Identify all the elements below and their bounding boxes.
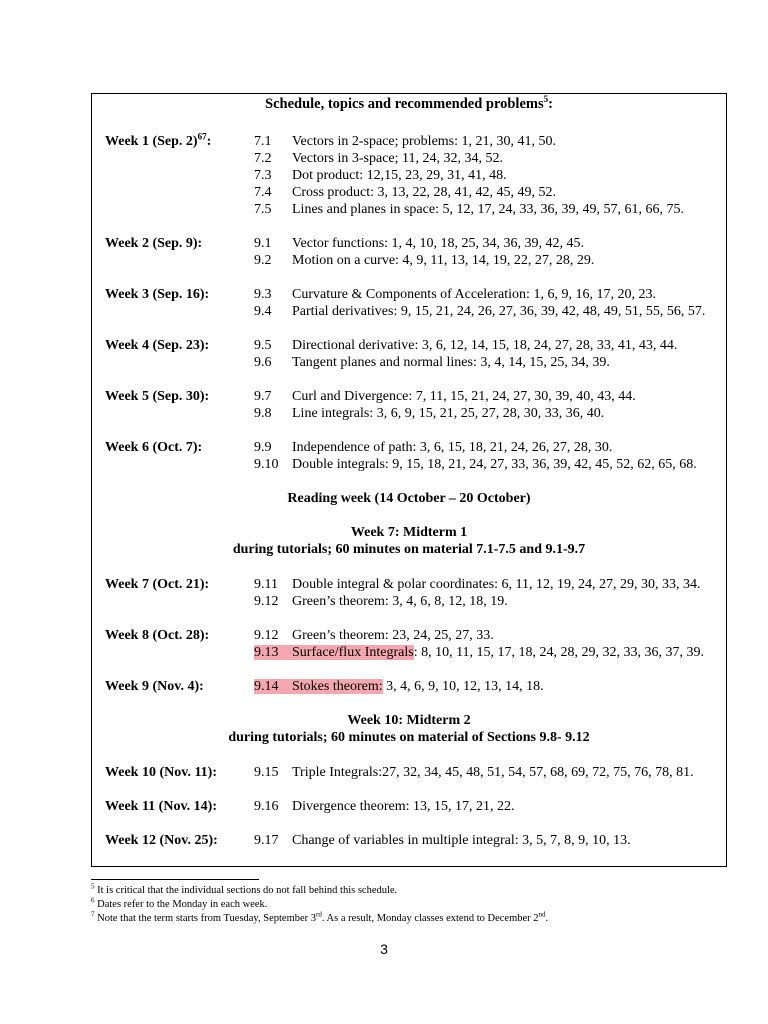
week-label: Week 11 (Nov. 14): — [105, 799, 217, 814]
week-label: Week 1 (Sep. 2)$^{67}$: — [105, 131, 212, 149]
topic-row: 9.3 Curvature & Components of Acceleration: 1, 6, 9, 16, 17, 20, 23. — [254, 287, 656, 302]
footnote-7: $^7$ Note that the term starts from Tuesday, September 3rd. As a result, Monday classes extend to December 2nd. — [91, 910, 549, 924]
week-label: Week 10 (Nov. 11): — [105, 765, 217, 780]
week-label: Week 2 (Sep. 9): — [105, 236, 203, 251]
midterm1-details: during tutorials; 60 minutes on material 7.1-7.5 and 9.1-9.7 — [232, 542, 586, 557]
topic-row: 9.10 Double integrals: 9, 15, 18, 21, 24, 27, 33, 36, 39, 42, 45, 52, 62, 65, 68. — [254, 457, 697, 472]
topic-row: 9.6 Tangent planes and normal lines: 3, 4, 14, 15, 25, 34, 39. — [254, 355, 610, 370]
week-label: Week 5 (Sep. 30): — [105, 389, 210, 404]
schedule-box — [91, 93, 727, 867]
footnote-5: $^5$ It is critical that the individual sections do not fall behind this schedule. — [91, 882, 398, 896]
schedule-title: Schedule, topics and recommended problems$^5$: — [265, 94, 553, 112]
midterm2-title: Week 10: Midterm 2 — [347, 713, 471, 728]
topic-row: 9.7 Curl and Divergence: 7, 11, 15, 21, 24, 27, 30, 39, 40, 43, 44. — [254, 389, 636, 404]
topic-row: 7.2 Vectors in 3-space; 11, 24, 32, 34, 52. — [254, 151, 503, 166]
topic-row: 7.1 Vectors in 2-space; problems: 1, 21, 30, 41, 50. — [254, 134, 557, 149]
footnote-divider — [91, 879, 259, 880]
midterm1-title: Week 7: Midterm 1 — [350, 525, 468, 540]
topic-row: 9.5 Directional derivative: 3, 6, 12, 14, 15, 18, 24, 27, 28, 33, 41, 43, 44. — [254, 338, 678, 353]
week-label: Week 7 (Oct. 21): — [105, 577, 210, 592]
topic-row-highlighted: 9.14 Stokes theorem: 3, 4, 6, 9, 10, 12, 13, 14, 18. — [254, 679, 544, 694]
midterm2-details: during tutorials; 60 minutes on material of Sections 9.8- 9.12 — [228, 730, 590, 745]
topic-row: 9.9 Independence of path: 3, 6, 15, 18, 21, 24, 26, 27, 28, 30. — [254, 440, 613, 455]
topic-row: 9.8 Line integrals: 3, 6, 9, 15, 21, 25, 27, 28, 30, 33, 36, 40. — [254, 406, 605, 421]
topic-row-highlighted: 9.13 Surface/flux Integrals: 8, 10, 11, 15, 17, 18, 24, 28, 29, 32, 33, 36, 37, 39. — [254, 645, 705, 660]
topic-row: 9.12 Green’s theorem: 3, 4, 6, 8, 12, 18, 19. — [254, 594, 508, 609]
footnote-6: $^6$ Dates refer to the Monday in each week. — [91, 896, 268, 910]
topic-row: 7.3 Dot product: 12,15, 23, 29, 31, 41, 48. — [254, 168, 507, 183]
topic-row: 9.1 Vector functions: 1, 4, 10, 18, 25, 34, 36, 39, 42, 45. — [254, 236, 585, 251]
week-label: Week 3 (Sep. 16): — [105, 287, 210, 302]
week-label: Week 12 (Nov. 25): — [105, 833, 218, 848]
topic-row: 9.4 Partial derivatives: 9, 15, 21, 24, 26, 27, 36, 39, 42, 48, 49, 51, 55, 56, 57. — [254, 304, 706, 319]
topic-row: 9.17 Change of variables in multiple integral: 3, 5, 7, 8, 9, 10, 13. — [254, 833, 631, 848]
topic-row: 7.5 Lines and planes in space: 5, 12, 17, 24, 33, 36, 39, 49, 57, 61, 66, 75. — [254, 202, 684, 217]
topic-row: 9.15 Triple Integrals:27, 32, 34, 45, 48, 51, 54, 57, 68, 69, 72, 75, 76, 78, 81. — [254, 765, 694, 780]
week-label: Week 6 (Oct. 7): — [105, 440, 203, 455]
topic-row: 9.16 Divergence theorem: 13, 15, 17, 21, 22. — [254, 799, 515, 814]
page-number: 3 — [380, 941, 388, 957]
topic-row: 9.11 Double integral & polar coordinates: 6, 11, 12, 19, 24, 27, 29, 30, 33, 34. — [254, 577, 701, 592]
topic-row: 9.12 Green’s theorem: 23, 24, 25, 27, 33. — [254, 628, 494, 643]
topic-row: 9.2 Motion on a curve: 4, 9, 11, 13, 14, 19, 22, 27, 28, 29. — [254, 253, 595, 268]
topic-row: 7.4 Cross product: 3, 13, 22, 28, 41, 42, 45, 49, 52. — [254, 185, 557, 200]
reading-week-note: Reading week (14 October – 20 October) — [287, 491, 531, 506]
week-label: Week 9 (Nov. 4): — [105, 679, 204, 694]
week-label: Week 4 (Sep. 23): — [105, 338, 210, 353]
week-label: Week 8 (Oct. 28): — [105, 628, 210, 643]
